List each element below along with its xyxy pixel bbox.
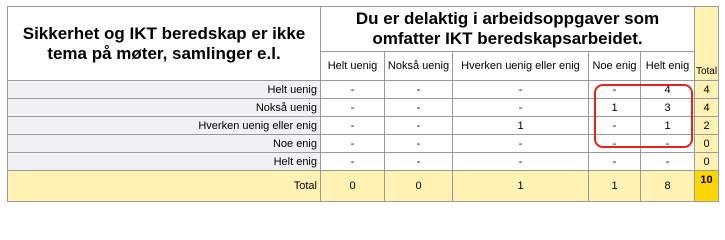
total-column-header: Total (695, 7, 719, 81)
table-cell: - (453, 153, 589, 171)
table-cell: - (321, 153, 385, 171)
column-header: Nokså uenig (385, 52, 453, 81)
grand-total: 10 (695, 171, 719, 202)
column-total: 0 (385, 171, 453, 202)
table-cell: - (453, 81, 589, 99)
column-header: Noe enig (589, 52, 641, 81)
table-cell: - (385, 153, 453, 171)
table-cell: 1 (453, 117, 589, 135)
total-row (8, 171, 719, 202)
table-cell: - (589, 117, 641, 135)
table-cell: - (385, 135, 453, 153)
column-variable-title: Du er delaktig i arbeidsoppgaver som omfatter IKT beredskapsarbeidet. (321, 7, 695, 52)
column-total: 0 (321, 171, 385, 202)
table-row (8, 99, 719, 117)
row-label: Nokså uenig (8, 99, 321, 117)
table-cell: - (321, 117, 385, 135)
row-label: Helt uenig (8, 81, 321, 99)
row-label: Noe enig (8, 135, 321, 153)
row-variable-title: Sikkerhet og IKT beredskap er ikke tema på møter, samlinger e.l. (8, 7, 321, 81)
column-total: 1 (453, 171, 589, 202)
table-cell: - (641, 153, 695, 171)
table-row (8, 135, 719, 153)
row-total: 4 (695, 99, 719, 117)
table-row (8, 153, 719, 171)
table-row (8, 81, 719, 99)
table-cell: 3 (641, 99, 695, 117)
table-cell: - (453, 135, 589, 153)
table-cell: - (321, 81, 385, 99)
column-total: 8 (641, 171, 695, 202)
table-cell: - (385, 99, 453, 117)
table-cell: - (589, 81, 641, 99)
table-cell: - (321, 135, 385, 153)
row-label: Hverken uenig eller enig (8, 117, 321, 135)
table-cell: - (453, 99, 589, 117)
table-cell: - (589, 135, 641, 153)
row-label: Helt enig (8, 153, 321, 171)
table-cell: - (641, 135, 695, 153)
row-total: 2 (695, 117, 719, 135)
table-cell: 4 (641, 81, 695, 99)
crosstab-table (7, 6, 719, 202)
table-cell: 1 (641, 117, 695, 135)
table-cell: - (385, 81, 453, 99)
row-total: 4 (695, 81, 719, 99)
table-cell: - (589, 153, 641, 171)
column-header: Helt enig (641, 52, 695, 81)
column-header: Helt uenig (321, 52, 385, 81)
table-cell: - (385, 117, 453, 135)
row-total: 0 (695, 135, 719, 153)
total-row-label: Total (8, 171, 321, 202)
crosstab-container (7, 6, 719, 202)
column-total: 1 (589, 171, 641, 202)
column-header: Hverken uenig eller enig (453, 52, 589, 81)
table-cell: 1 (589, 99, 641, 117)
table-row (8, 117, 719, 135)
row-total: 0 (695, 153, 719, 171)
table-cell: - (321, 99, 385, 117)
